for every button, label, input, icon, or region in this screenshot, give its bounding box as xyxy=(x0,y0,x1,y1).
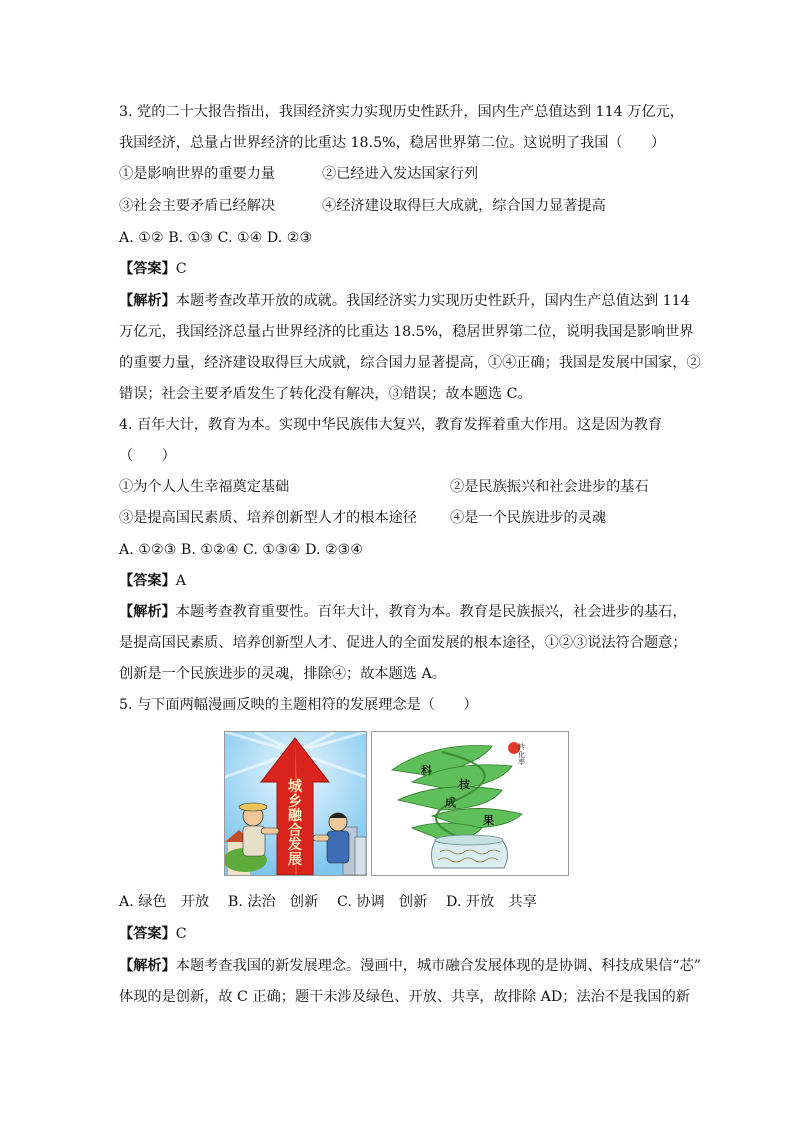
cartoon-tech-achievements xyxy=(371,731,569,876)
cartoon-2-illustration xyxy=(372,732,568,875)
q5-analysis-line2: 体现的是创新，故 C 正确；题干未涉及绿色、开放、共享，故排除 AD；法治不是我国的新 xyxy=(119,989,690,1005)
cartoon-urban-rural-integration xyxy=(224,731,367,876)
analysis-label: 【解析】 xyxy=(119,604,176,620)
q4-choices: A. ①②③ B. ①②④ C. ①③④ D. ②③④ xyxy=(119,542,364,558)
q4-option-4: ④是一个民族进步的灵魂 xyxy=(450,510,607,526)
answer-label: 【答案】 xyxy=(119,573,176,589)
q3-option-1: ①是影响世界的重要力量 xyxy=(119,166,276,182)
analysis-text: 本题考查我国的新发展理念。漫画中，城市融合发展体现的是协调、科技成果信“芯” xyxy=(175,958,702,974)
q3-option-4: ④经济建设取得巨大成就，综合国力显著提高 xyxy=(322,198,606,214)
q4-option-3: ③是提高国民素质、培养创新型人才的根本途径 xyxy=(119,510,417,526)
analysis-label: 【解析】 xyxy=(119,958,176,974)
q5-stem-line1: 5. 与下面两幅漫画反映的主题相符的发展理念是（ ） xyxy=(119,697,478,713)
analysis-text: 本题考查教育重要性。百年大计，教育为本。教育是民族振兴，社会进步的基石， xyxy=(175,604,687,620)
q3-choices: A. ①② B. ①③ C. ①④ D. ②③ xyxy=(119,230,313,246)
q4-stem-line2: （ ） xyxy=(119,448,176,464)
q3-analysis-line2: 万亿元，我国经济总量占世界经济的比重达 18.5%，稳居世界第二位，说明我国是影响世界 xyxy=(119,324,694,340)
analysis-text: 本题考查改革开放的成就。我国经济实力实现历史性跃升，国内生产总值达到 114 xyxy=(175,293,690,309)
q3-stem-line1: 3. 党的二十大报告指出，我国经济实力实现历史性跃升，国内生产总值达到 114 万亿元， xyxy=(119,104,684,120)
cartoon-2-word-1: 科 xyxy=(421,764,432,777)
q3-stem-line2: 我国经济，总量占世界经济的比重达 18.5%，稳居世界第二位。这说明了我国（ ） xyxy=(119,135,666,151)
q4-answer xyxy=(119,571,186,591)
cartoon-2-word-3: 成 xyxy=(445,796,456,809)
answer-value: C xyxy=(175,926,187,942)
answer-value: A xyxy=(175,573,187,589)
q3-analysis-line1 xyxy=(119,291,690,311)
q4-analysis-line2: 是提高国民素质、培养创新型人才、促进人的全面发展的根本途径，①②③说法符合题意； xyxy=(119,635,687,651)
q4-option-1: ①为个人人生幸福奠定基础 xyxy=(119,479,290,495)
cartoon-2-tag: 转化率 xyxy=(518,743,525,766)
q5-choices: A. 绿色 开放 B. 法治 创新 C. 协调 创新 D. 开放 共享 xyxy=(119,894,537,910)
q3-analysis-line3: 的重要力量，经济建设取得巨大成就，综合国力显著提高，①④正确；我国是发展中国家，② xyxy=(119,355,701,371)
analysis-label: 【解析】 xyxy=(119,293,176,309)
answer-value: C xyxy=(175,261,187,277)
q3-answer xyxy=(119,259,187,279)
q4-stem-line1: 4. 百年大计，教育为本。实现中华民族伟大复兴，教育发挥着重大作用。这是因为教育 xyxy=(119,417,662,433)
answer-label: 【答案】 xyxy=(119,926,176,942)
q3-option-3: ③社会主要矛盾已经解决 xyxy=(119,198,276,214)
q4-option-2: ②是民族振兴和社会进步的基石 xyxy=(450,479,649,495)
q4-analysis-line3: 创新是一个民族进步的灵魂，排除④；故本题选 A。 xyxy=(119,666,446,682)
q3-analysis-line4: 错误；社会主要矛盾发生了转化没有解决，③错误；故本题选 C。 xyxy=(119,386,532,402)
q3-option-2: ②已经进入发达国家行列 xyxy=(322,166,479,182)
q5-analysis-line1 xyxy=(119,956,701,976)
q4-analysis-line1 xyxy=(119,602,687,622)
q5-answer xyxy=(119,924,187,944)
cartoon-1-arrow-text: 城乡融合发展 xyxy=(288,779,302,868)
cartoon-2-word-4: 果 xyxy=(483,814,494,827)
cartoon-2-word-2: 技 xyxy=(459,778,470,791)
answer-label: 【答案】 xyxy=(119,261,176,277)
